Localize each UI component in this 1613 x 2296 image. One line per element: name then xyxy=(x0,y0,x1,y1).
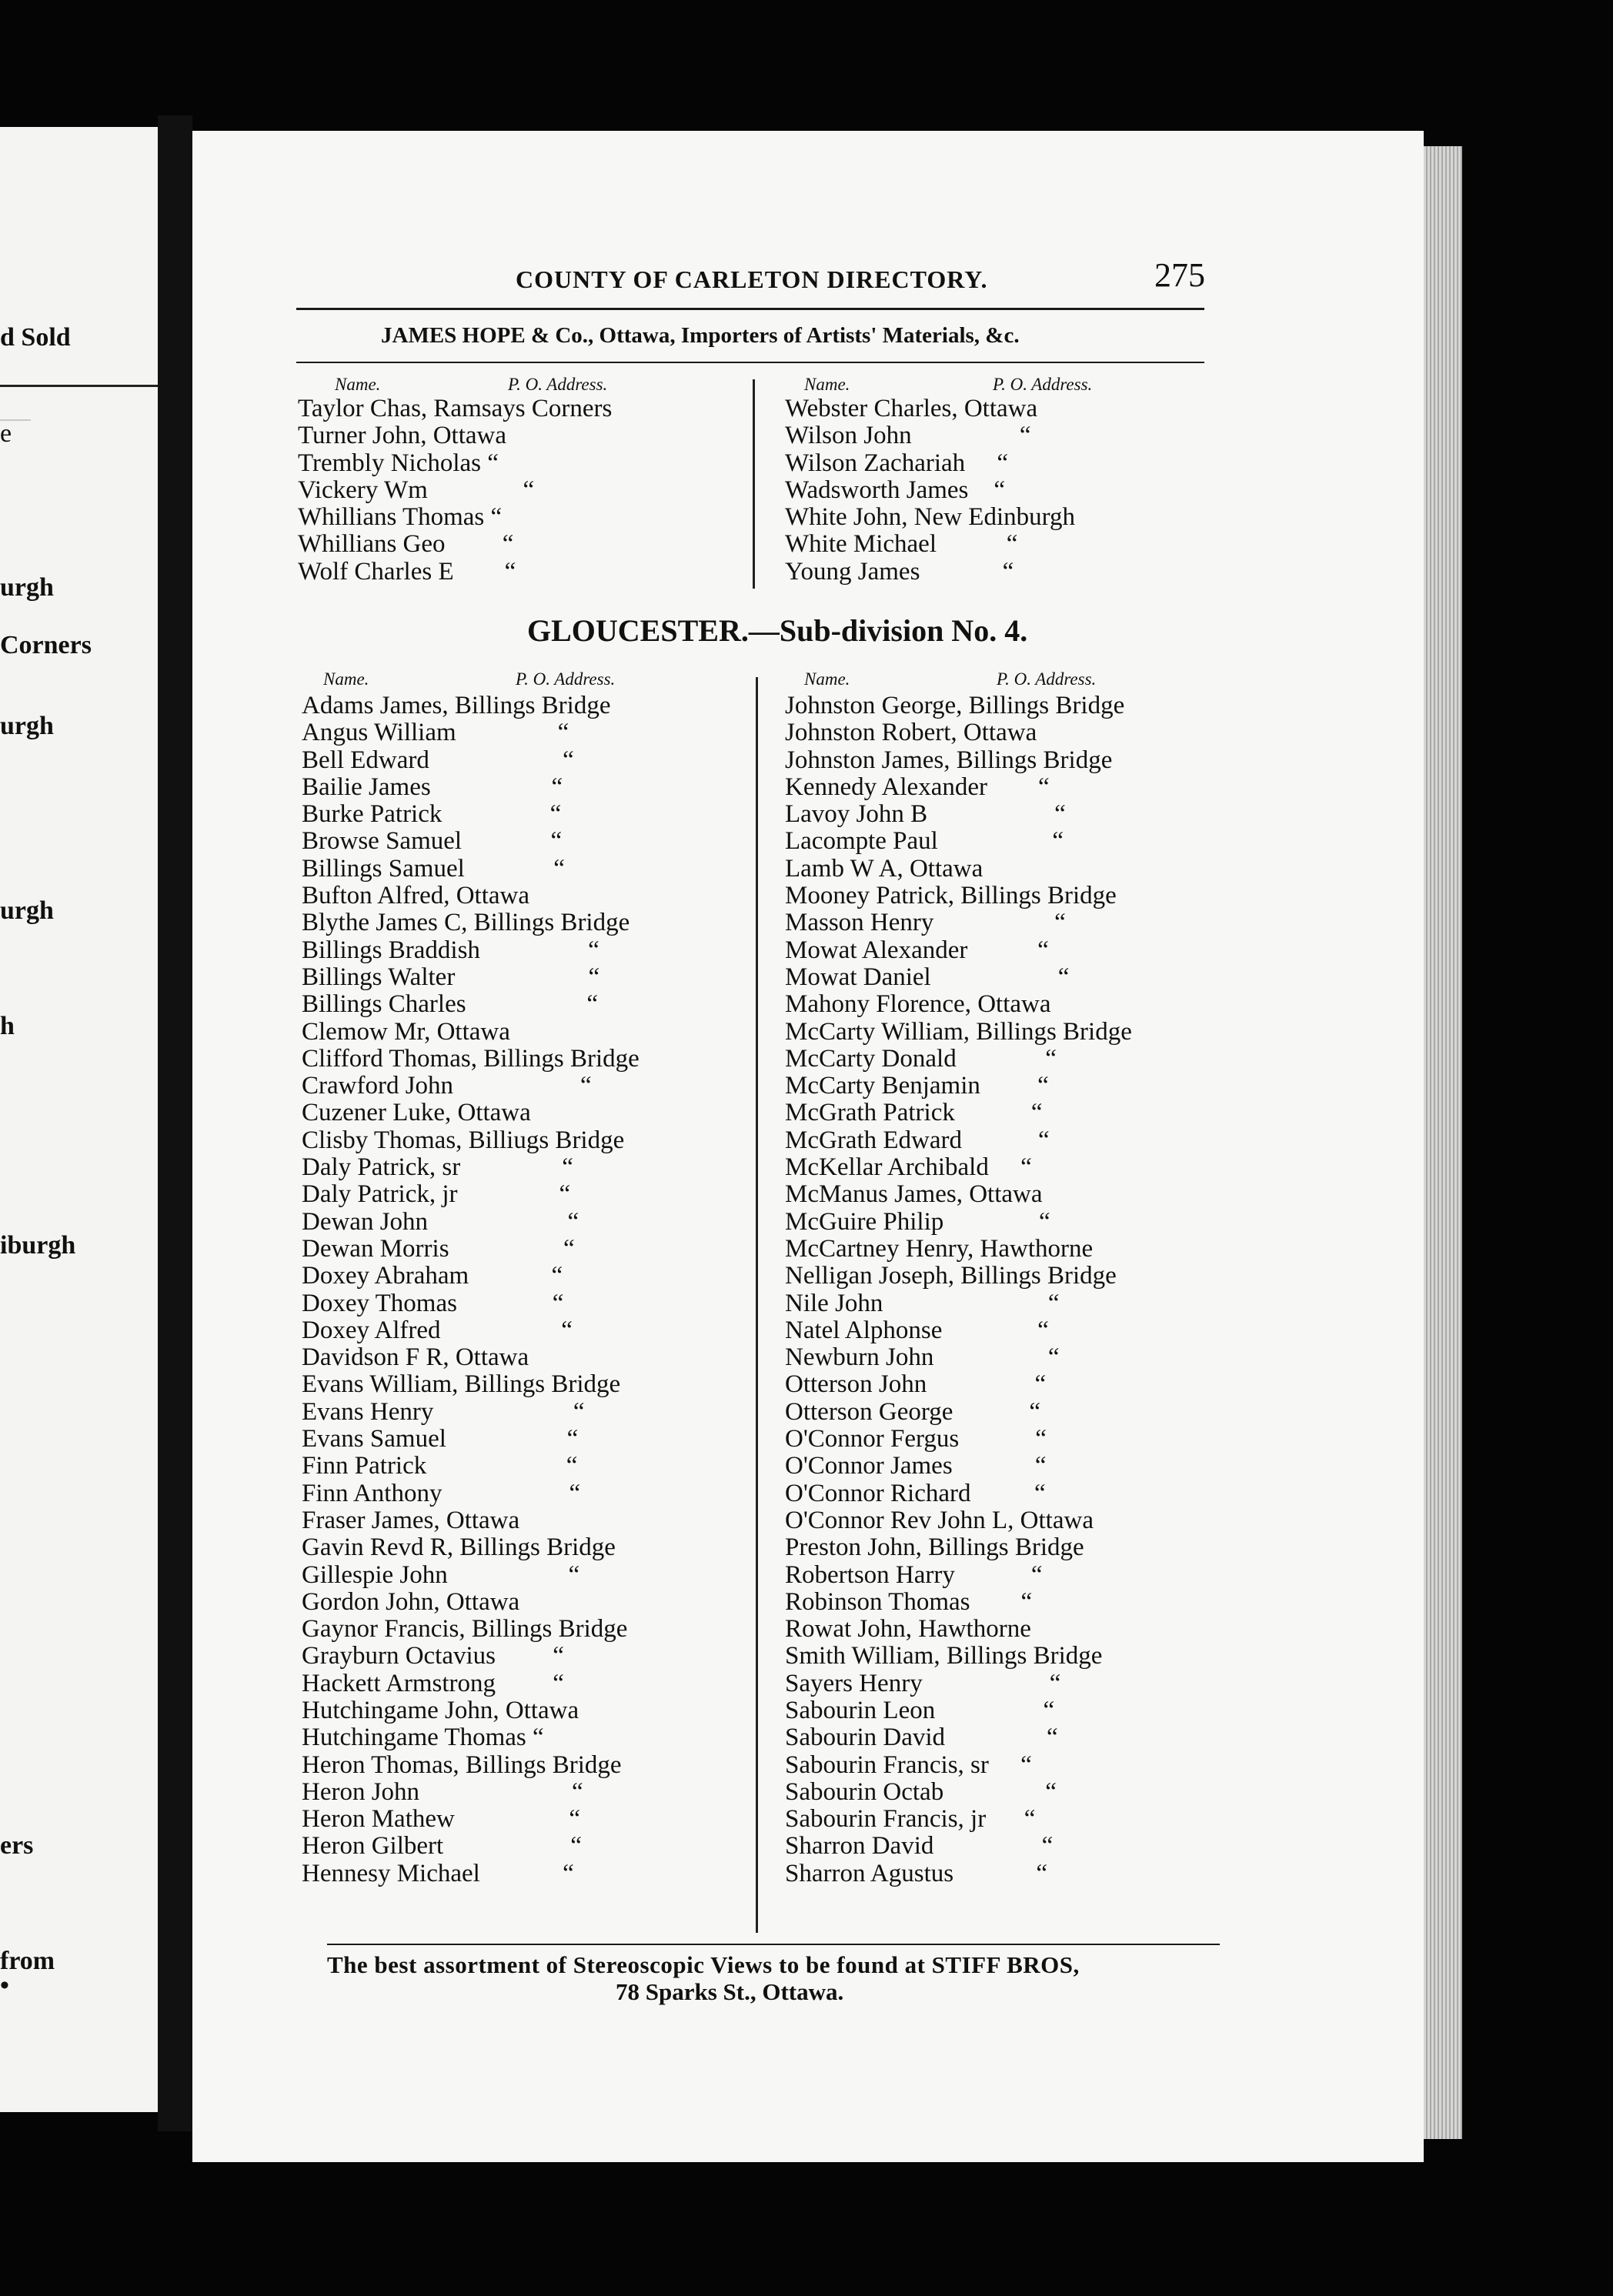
list-item: Lacompte Paul “ xyxy=(785,827,1064,856)
list-item: Sharron Agustus “ xyxy=(785,1859,1047,1887)
section-heading: GLOUCESTER.—Sub-division No. 4. xyxy=(527,613,1028,648)
list-item: Bufton Alfred, Ottawa xyxy=(302,882,530,910)
list-item: McGrath Edward “ xyxy=(785,1126,1050,1154)
list-item: O'Connor Richard “ xyxy=(785,1479,1046,1507)
section2-left-list xyxy=(302,692,640,1887)
list-item: Whillians Geo “ xyxy=(298,530,514,559)
list-item: O'Connor James “ xyxy=(785,1452,1047,1480)
list-item: Wilson Zachariah “ xyxy=(785,449,1009,477)
list-item: McCarty Benjamin “ xyxy=(785,1072,1049,1100)
list-item: Hackett Armstrong “ xyxy=(302,1669,564,1697)
list-item: Otterson John “ xyxy=(785,1370,1047,1399)
list-item: Whillians Thomas “ xyxy=(298,503,503,532)
list-item: Gordon John, Ottawa xyxy=(302,1587,520,1616)
list-item: Evans Henry “ xyxy=(302,1397,585,1426)
list-item: Daly Patrick, jr “ xyxy=(302,1180,571,1209)
list-item: Mahony Florence, Ottawa xyxy=(785,990,1051,1019)
list-item: Heron Thomas, Billings Bridge xyxy=(302,1750,622,1779)
list-item: Billings Walter “ xyxy=(302,963,600,991)
list-item: Finn Patrick “ xyxy=(302,1452,578,1480)
list-item: Cuzener Luke, Ottawa xyxy=(302,1099,531,1127)
list-item: Masson Henry “ xyxy=(785,909,1066,937)
list-item: Lamb W A, Ottawa xyxy=(785,854,983,883)
page-edges xyxy=(1424,146,1462,2139)
list-item: Evans William, Billings Bridge xyxy=(302,1370,621,1399)
list-item: Johnston James, Billings Bridge xyxy=(785,746,1113,774)
list-item: Vickery Wm “ xyxy=(298,476,535,504)
list-item: Heron John “ xyxy=(302,1777,583,1806)
list-item: Dewan Morris “ xyxy=(302,1234,575,1263)
list-item: Angus William “ xyxy=(302,719,569,747)
list-item: White John, New Edinburgh xyxy=(785,503,1076,532)
list-item: Sabourin David “ xyxy=(785,1724,1058,1752)
list-item: O'Connor Rev John L, Ottawa xyxy=(785,1506,1094,1534)
list-item: Natel Alphonse “ xyxy=(785,1316,1049,1344)
left-page-fragment: from xyxy=(0,1947,55,1975)
column-divider xyxy=(756,677,758,1933)
left-page-rule xyxy=(0,385,158,387)
column-divider xyxy=(753,379,755,589)
list-item: Johnston George, Billings Bridge xyxy=(785,692,1125,719)
list-item: McManus James, Ottawa xyxy=(785,1180,1043,1209)
list-item: Clisby Thomas, Billiugs Bridge xyxy=(302,1126,625,1154)
column-header-address: P. O. Address. xyxy=(508,375,608,394)
list-item: Sharron David “ xyxy=(785,1832,1054,1860)
list-item: Burke Patrick “ xyxy=(302,800,562,829)
list-item: Trembly Nicholas “ xyxy=(298,449,499,477)
column-header-name: Name. xyxy=(804,669,850,689)
list-item: Kennedy Alexander “ xyxy=(785,773,1050,801)
list-item: Clemow Mr, Ottawa xyxy=(302,1017,510,1046)
left-page-fragment: Corners xyxy=(0,631,92,659)
list-item: Gavin Revd R, Billings Bridge xyxy=(302,1533,616,1562)
list-item: McGrath Patrick “ xyxy=(785,1099,1043,1127)
left-page-fragment: • xyxy=(0,1971,9,2000)
list-item: Evans Samuel “ xyxy=(302,1425,579,1453)
left-page-fragment: ers xyxy=(0,1831,34,1860)
section2-right-list xyxy=(785,692,1132,1887)
list-item: Fraser James, Ottawa xyxy=(302,1506,520,1534)
list-item: Crawford John “ xyxy=(302,1072,592,1100)
book-gutter xyxy=(158,115,192,2131)
list-item: Mooney Patrick, Billings Bridge xyxy=(785,882,1117,910)
left-page-fragment: urgh xyxy=(0,896,54,925)
list-item: McKellar Archibald “ xyxy=(785,1153,1032,1182)
list-item: Lavoy John B “ xyxy=(785,800,1066,829)
column-header-name: Name. xyxy=(323,669,369,689)
list-item: Heron Mathew “ xyxy=(302,1805,581,1834)
left-page-fragment: iburgh xyxy=(0,1231,76,1260)
list-item: Robinson Thomas “ xyxy=(785,1587,1033,1616)
footer-advertisement-address: 78 Sparks St., Ottawa. xyxy=(616,1978,844,2005)
list-item: Webster Charles, Ottawa xyxy=(785,395,1038,422)
advert-rule xyxy=(296,362,1204,363)
list-item: Newburn John “ xyxy=(785,1343,1060,1372)
list-item: Doxey Alfred “ xyxy=(302,1316,573,1344)
list-item: Sabourin Francis, sr “ xyxy=(785,1750,1032,1779)
list-item: Dewan John “ xyxy=(302,1207,579,1236)
running-title: COUNTY OF CARLETON DIRECTORY. xyxy=(516,265,988,293)
top-advertisement: JAMES HOPE & Co., Ottawa, Importers of Artists' Materials, &c. xyxy=(381,323,1020,348)
list-item: Adams James, Billings Bridge xyxy=(302,692,611,719)
list-item: Doxey Abraham “ xyxy=(302,1262,563,1290)
list-item: Johnston Robert, Ottawa xyxy=(785,719,1037,747)
list-item: Wolf Charles E “ xyxy=(298,557,516,586)
list-item: Taylor Chas, Ramsays Corners xyxy=(298,395,613,422)
list-item: McCarty William, Billings Bridge xyxy=(785,1017,1132,1046)
column-header-address: P. O. Address. xyxy=(993,375,1093,394)
footer-rule xyxy=(327,1944,1220,1945)
list-item: Rowat John, Hawthorne xyxy=(785,1615,1031,1644)
left-page-fragment: urgh xyxy=(0,712,54,740)
list-item: Finn Anthony “ xyxy=(302,1479,581,1507)
list-item: Nelligan Joseph, Billings Bridge xyxy=(785,1262,1117,1290)
column-header-name: Name. xyxy=(335,375,381,394)
column-header-address: P. O. Address. xyxy=(516,669,616,689)
header-rule xyxy=(296,308,1204,310)
list-item: Sabourin Francis, jr “ xyxy=(785,1805,1036,1834)
list-item: Heron Gilbert “ xyxy=(302,1832,582,1860)
list-item: Otterson George “ xyxy=(785,1397,1041,1426)
list-item: Hennesy Michael “ xyxy=(302,1859,574,1887)
list-item: Billings Braddish “ xyxy=(302,936,599,964)
list-item: Wadsworth James “ xyxy=(785,476,1006,504)
list-item: Clifford Thomas, Billings Bridge xyxy=(302,1044,640,1073)
list-item: Billings Charles “ xyxy=(302,990,598,1019)
left-page-fragment: h xyxy=(0,1012,15,1040)
left-page-fragment: d Sold xyxy=(0,323,71,352)
left-page-fragment: urgh xyxy=(0,573,54,602)
list-item: Hutchingame John, Ottawa xyxy=(302,1696,579,1724)
list-item: O'Connor Fergus “ xyxy=(785,1425,1047,1453)
page-number: 275 xyxy=(1154,256,1205,294)
left-page-fragment: e xyxy=(0,419,12,448)
list-item: Billings Samuel “ xyxy=(302,854,565,883)
list-item: Bell Edward “ xyxy=(302,746,574,774)
list-item: Gillespie John “ xyxy=(302,1560,580,1589)
footer-advertisement: The best assortment of Stereoscopic Views to be found at STIFF BROS, xyxy=(327,1951,1080,1978)
list-item: Doxey Thomas “ xyxy=(302,1289,564,1317)
list-item: Smith William, Billings Bridge xyxy=(785,1642,1103,1670)
list-item: Grayburn Octavius “ xyxy=(302,1642,564,1670)
list-item: Gaynor Francis, Billings Bridge xyxy=(302,1615,628,1644)
list-item: Preston John, Billings Bridge xyxy=(785,1533,1084,1562)
list-item: Browse Samuel “ xyxy=(302,827,563,856)
list-item: Nile John “ xyxy=(785,1289,1060,1317)
list-item: McGuire Philip “ xyxy=(785,1207,1050,1236)
list-item: Wilson John “ xyxy=(785,422,1031,450)
list-item: Young James “ xyxy=(785,557,1014,586)
list-item: Robertson Harry “ xyxy=(785,1560,1043,1589)
list-item: Hutchingame Thomas “ xyxy=(302,1724,544,1752)
section1-right-list xyxy=(785,395,1075,586)
list-item: McCarty Donald “ xyxy=(785,1044,1057,1073)
list-item: White Michael “ xyxy=(785,530,1018,559)
list-item: Sayers Henry “ xyxy=(785,1669,1061,1697)
list-item: Blythe James C, Billings Bridge xyxy=(302,909,630,937)
list-item: Daly Patrick, sr “ xyxy=(302,1153,573,1182)
list-item: Bailie James “ xyxy=(302,773,563,801)
list-item: Sabourin Octab “ xyxy=(785,1777,1057,1806)
list-item: Davidson F R, Ottawa xyxy=(302,1343,529,1372)
list-item: Turner John, Ottawa xyxy=(298,422,507,450)
column-header-address: P. O. Address. xyxy=(997,669,1097,689)
list-item: Mowat Alexander “ xyxy=(785,936,1049,964)
list-item: Mowat Daniel “ xyxy=(785,963,1070,991)
list-item: McCartney Henry, Hawthorne xyxy=(785,1234,1094,1263)
section1-left-list xyxy=(298,395,612,586)
left-facing-page xyxy=(0,127,158,2112)
list-item: Sabourin Leon “ xyxy=(785,1696,1055,1724)
column-header-name: Name. xyxy=(804,375,850,394)
